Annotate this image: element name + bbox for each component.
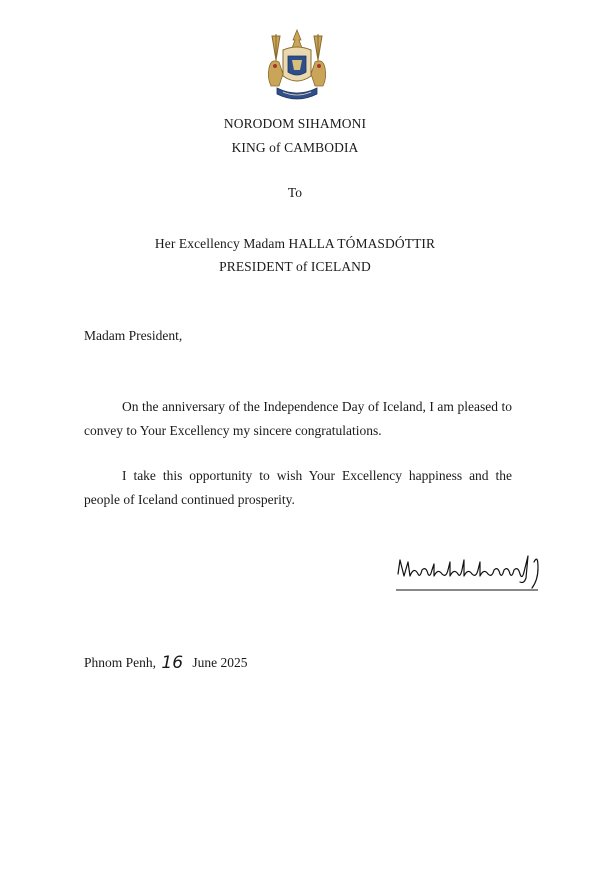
- handwritten-signature: [392, 548, 550, 596]
- sender-name: NORODOM SIHAMONI: [223, 116, 367, 131]
- to-label: To: [287, 185, 303, 200]
- body-paragraph-1: On the anniversary of the Independence Day of Iceland, I am pleased to convey to Your Excellency my sincere congratulations.: [84, 399, 512, 438]
- salutation: Madam President,: [84, 328, 183, 343]
- date-line: [84, 652, 248, 672]
- body-paragraph-2: I take this opportunity to wish Your Excellency happiness and the people of Iceland continued prosperity.: [84, 468, 512, 507]
- date-day-handwritten: 16: [161, 653, 184, 673]
- royal-crest-icon: [263, 28, 331, 104]
- date-place: Phnom Penh,: [84, 655, 157, 670]
- recipient-name: Her Excellency Madam HALLA TÓMASDÓTTIR: [154, 236, 436, 251]
- sender-title: KING of CAMBODIA: [231, 140, 359, 155]
- recipient-title: PRESIDENT of ICELAND: [219, 259, 371, 274]
- date-month-year: June 2025: [192, 655, 248, 670]
